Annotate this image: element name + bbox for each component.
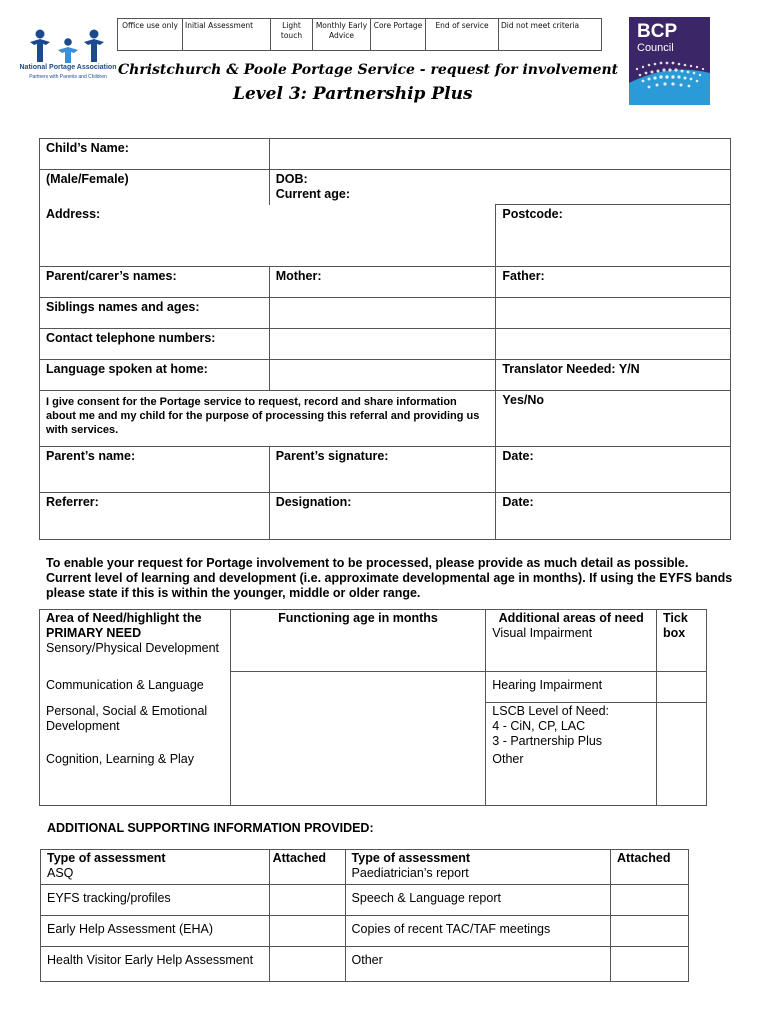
- office-light-touch: Light touch: [271, 19, 313, 51]
- contact-field[interactable]: [269, 329, 496, 360]
- office-monthly-early-advice: Monthly Early Advice: [313, 19, 371, 51]
- attached-header-right: Attached: [611, 850, 689, 885]
- bcp-logo-text: BCP: [637, 21, 678, 42]
- area-personal-social-emotional[interactable]: Personal, Social & Emotional Development: [40, 703, 231, 751]
- referrer-date-field[interactable]: [496, 493, 731, 540]
- attached-header-left: Attached: [269, 850, 345, 885]
- functioning-age-header: Functioning age in months: [230, 610, 486, 672]
- parent-names-label: Parent/carer’s names:: [40, 267, 270, 298]
- office-use-table: [117, 18, 602, 51]
- referrer-field[interactable]: [40, 493, 270, 540]
- tick-box-lscb[interactable]: [657, 703, 707, 751]
- parent-date-field[interactable]: [496, 447, 731, 493]
- contact-label: Contact telephone numbers:: [40, 329, 270, 360]
- parent-signature-label: Parent’s signature:: [275, 449, 389, 463]
- designation-field[interactable]: [269, 493, 496, 540]
- additional-visual-impairment: Visual Impairment: [492, 626, 593, 640]
- father-field[interactable]: [496, 267, 731, 298]
- consent-answer[interactable]: Yes/No: [496, 391, 731, 447]
- tick-box-hearing[interactable]: [657, 672, 707, 703]
- mother-field[interactable]: [269, 267, 496, 298]
- office-end-of-service: End of service: [426, 19, 499, 51]
- attached-tac-taf[interactable]: [611, 916, 689, 947]
- childs-name-label: Child’s Name:: [40, 139, 270, 170]
- assessment-tac-taf: Copies of recent TAC/TAF meetings: [345, 916, 610, 947]
- lscb-level-3: 3 - Partnership Plus: [492, 734, 603, 748]
- siblings-label: Siblings names and ages:: [40, 298, 270, 329]
- npa-logo: [18, 26, 118, 84]
- siblings-field[interactable]: [269, 298, 496, 329]
- language-field[interactable]: [269, 360, 496, 391]
- attached-health-visitor[interactable]: [269, 947, 345, 982]
- office-core-portage: Core Portage: [371, 19, 426, 51]
- parent-name-label: Parent’s name:: [46, 449, 136, 463]
- office-did-not-meet-criteria: Did not meet criteria: [499, 19, 602, 51]
- lscb-level-4: 4 - CiN, CP, LAC: [492, 719, 586, 733]
- area-sensory-physical[interactable]: Sensory/Physical Development: [46, 641, 219, 655]
- office-initial-assessment: Initial Assessment: [183, 19, 271, 51]
- assessments-table: [40, 849, 689, 982]
- postcode-field[interactable]: [496, 205, 731, 267]
- office-use-only: Office use only: [118, 19, 183, 51]
- additional-info-heading: ADDITIONAL SUPPORTING INFORMATION PROVIDED:: [47, 821, 374, 835]
- tick-box-header: Tick box: [657, 610, 707, 672]
- tick-box-other[interactable]: [657, 751, 707, 806]
- address-field[interactable]: [40, 205, 496, 267]
- designation-label: Designation:: [275, 495, 352, 509]
- additional-hearing-impairment: Hearing Impairment: [486, 672, 657, 703]
- parent-name-field[interactable]: [40, 447, 270, 493]
- attached-other[interactable]: [611, 947, 689, 982]
- attached-speech-language[interactable]: [611, 885, 689, 916]
- referrer-label: Referrer:: [46, 495, 99, 509]
- current-age-label: Current age:: [275, 187, 351, 201]
- family-icon: [18, 26, 118, 64]
- referrer-date-label: Date:: [502, 495, 534, 509]
- assessment-speech-language: Speech & Language report: [345, 885, 610, 916]
- npa-tagline: Partners with Parents and Children: [29, 74, 107, 80]
- assessment-health-visitor: Health Visitor Early Help Assessment: [41, 947, 270, 982]
- dot-pattern-icon: [629, 17, 710, 105]
- assessment-eyfs: EYFS tracking/profiles: [41, 885, 270, 916]
- area-communication-language[interactable]: Communication & Language: [40, 672, 231, 703]
- gender-label[interactable]: (Male/Female): [40, 170, 270, 205]
- additional-other: Other: [486, 751, 657, 806]
- npa-name: National Portage Association: [19, 64, 117, 71]
- father-label: Father:: [502, 269, 545, 283]
- assessment-type-header-right: Type of assessment: [351, 851, 471, 865]
- additional-needs-header: Additional areas of need: [498, 611, 644, 625]
- assessment-eha: Early Help Assessment (EHA): [41, 916, 270, 947]
- postcode-label: Postcode:: [502, 207, 563, 221]
- page-title: Christchurch & Poole Portage Service - request for involvement: [118, 62, 619, 78]
- dob-label: DOB:: [275, 172, 308, 186]
- consent-statement: I give consent for the Portage service to request, record and share information about me and my child for the purpose of processing this referral and providing us with services.: [40, 391, 496, 447]
- parent-signature-field[interactable]: [269, 447, 496, 493]
- childs-name-field[interactable]: [269, 139, 730, 170]
- bcp-logo-subtext: Council: [637, 42, 674, 54]
- assessment-other: Other: [345, 947, 610, 982]
- referral-form-table: [39, 138, 731, 540]
- dob-field[interactable]: [269, 170, 730, 205]
- lscb-level-label: LSCB Level of Need:: [492, 704, 610, 718]
- assessment-type-header-left: Type of assessment: [47, 851, 166, 865]
- area-of-need-header: Area of Need/highlight the PRIMARY NEED: [46, 611, 202, 640]
- translator-label[interactable]: Translator Needed: Y/N: [496, 360, 731, 391]
- attached-eyfs[interactable]: [269, 885, 345, 916]
- parent-date-label: Date:: [502, 449, 534, 463]
- instructions-paragraph: To enable your request for Portage involvement to be processed, please provide as much detail as possible. Current level of learning and development (i.e. approximate developmental age in months). If using the EYFS bands please state if this is within the younger, middle or older range.: [46, 556, 733, 600]
- language-label: Language spoken at home:: [40, 360, 270, 391]
- functioning-age-field[interactable]: [230, 672, 486, 806]
- address-label: Address:: [46, 206, 101, 221]
- areas-of-need-table: [39, 609, 707, 806]
- mother-label: Mother:: [275, 269, 322, 283]
- assessment-paediatrician: Paediatrician’s report: [351, 866, 469, 880]
- bcp-council-logo: [629, 17, 710, 105]
- assessment-asq: ASQ: [47, 866, 74, 880]
- area-cognition-learning-play[interactable]: Cognition, Learning & Play: [40, 751, 231, 806]
- siblings-field-extra[interactable]: [496, 298, 731, 329]
- contact-field-extra[interactable]: [496, 329, 731, 360]
- page-subtitle: Level 3: Partnership Plus: [233, 84, 473, 104]
- attached-eha[interactable]: [269, 916, 345, 947]
